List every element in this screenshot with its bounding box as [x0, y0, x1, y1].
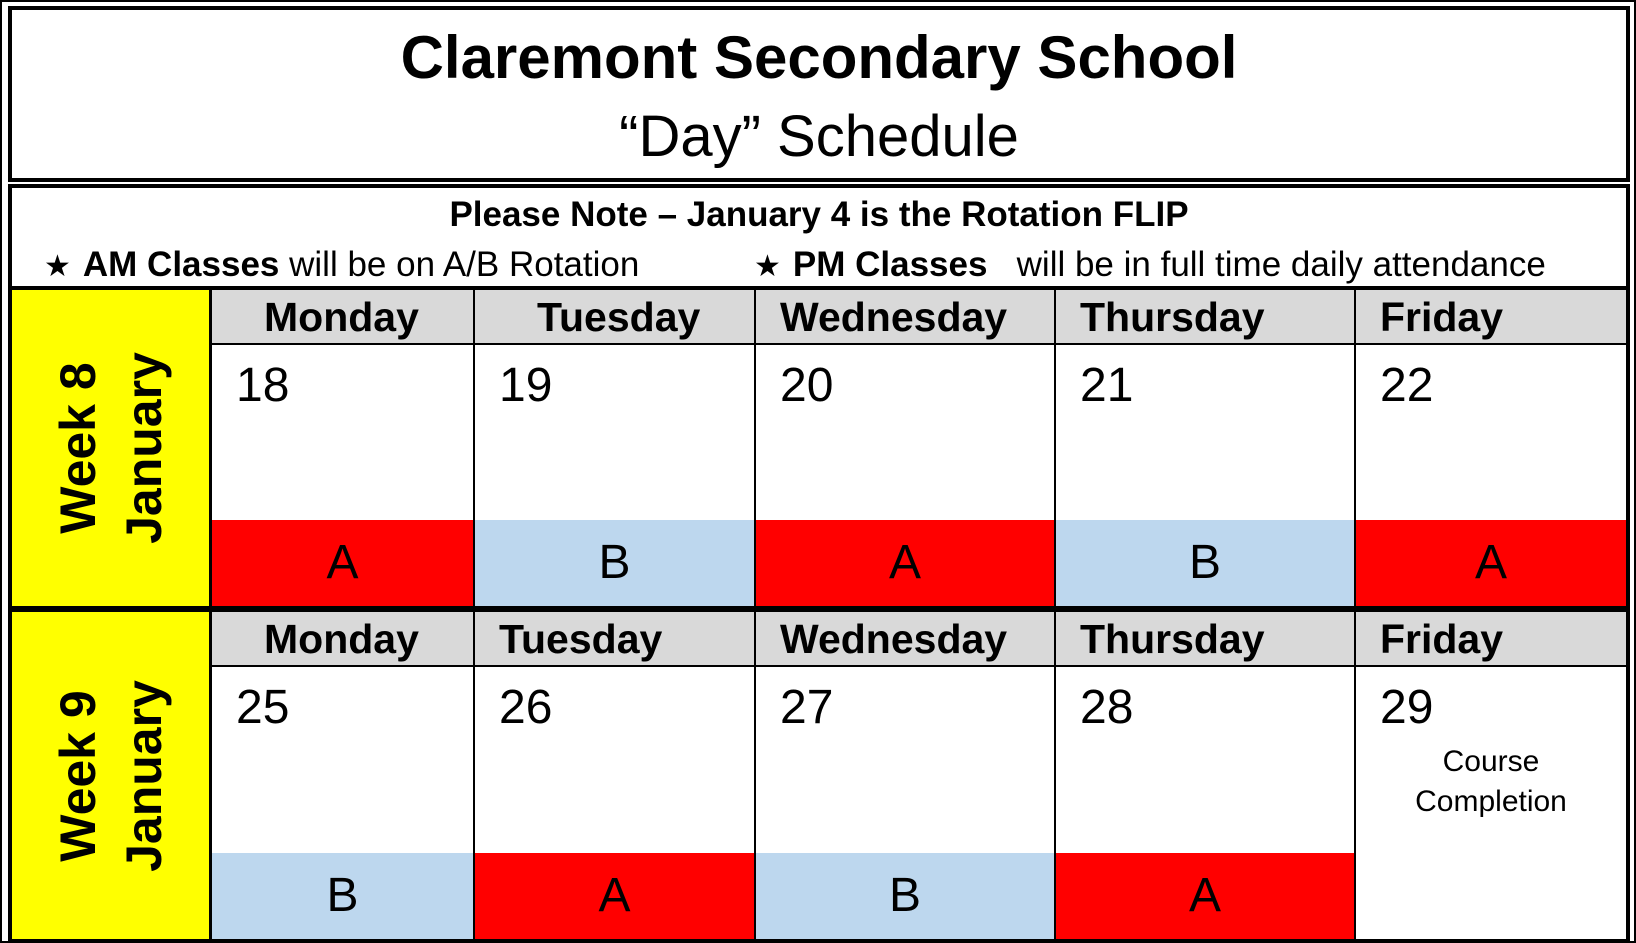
day-date: 19 [499, 359, 553, 412]
rotation-flip-note: Please Note – January 4 is the Rotation FLIP [449, 195, 1189, 234]
rotation-badge: A [1356, 520, 1626, 606]
day-cell [1056, 290, 1356, 606]
course-completion-line1: Course [1442, 745, 1540, 778]
day-name: Tuesday [475, 290, 754, 345]
week-label [12, 612, 212, 939]
day-cell [212, 290, 475, 606]
day-name: Wednesday [756, 612, 1054, 667]
star-icon: ★ [754, 249, 781, 284]
course-completion-note [1356, 742, 1626, 822]
rotation-badge: B [1056, 520, 1354, 606]
day-name: Tuesday [475, 612, 754, 667]
rotation-badge: B [212, 853, 473, 939]
schedule-name: “Day” Schedule [619, 104, 1019, 169]
note-box [8, 184, 1630, 292]
title-box [8, 6, 1630, 182]
pm-classes-note [754, 244, 1546, 288]
day-date: 20 [780, 359, 834, 412]
rotation-badge: A [212, 520, 473, 606]
day-cell [212, 612, 475, 939]
day-name: Thursday [1056, 290, 1354, 345]
day-name: Monday [212, 612, 473, 667]
day-date: 26 [499, 681, 553, 734]
day-date: 18 [236, 359, 290, 412]
day-name: Thursday [1056, 612, 1354, 667]
day-name: Friday [1356, 612, 1626, 667]
day-name: Monday [212, 290, 473, 345]
pm-classes-label: PM Classes [792, 245, 988, 284]
day-cell [1056, 612, 1356, 939]
week-label-text [45, 680, 177, 872]
school-name: Claremont Secondary School [400, 24, 1238, 91]
rotation-badge: A [475, 853, 754, 939]
rotation-badge: A [756, 520, 1054, 606]
day-date: 21 [1080, 359, 1134, 412]
am-classes-note [44, 244, 639, 288]
day-date: 25 [236, 681, 290, 734]
day-name: Wednesday [756, 290, 1054, 345]
day-cell [756, 612, 1056, 939]
day-cell [1356, 290, 1626, 606]
rotation-badge: B [475, 520, 754, 606]
am-classes-text: will be on A/B Rotation [279, 245, 640, 284]
day-date: 22 [1380, 359, 1434, 412]
week-number: Week 8 [49, 362, 106, 534]
week-month: January [115, 352, 172, 544]
week-label [12, 290, 212, 606]
day-date: 28 [1080, 681, 1134, 734]
course-completion-line2: Completion [1415, 785, 1567, 818]
week-label-text [45, 352, 177, 544]
day-cell [1356, 612, 1626, 939]
rotation-badge: A [1056, 853, 1354, 939]
day-date: 27 [780, 681, 834, 734]
week-number: Week 9 [49, 689, 106, 862]
day-cell [475, 612, 756, 939]
day-cell [475, 290, 756, 606]
rotation-badge: B [756, 853, 1054, 939]
day-name: Friday [1356, 290, 1626, 345]
day-cell [756, 290, 1056, 606]
week-block [8, 608, 1630, 943]
day-date: 29 [1380, 681, 1434, 734]
week-month: January [115, 679, 172, 872]
star-icon: ★ [44, 249, 71, 284]
am-classes-label: AM Classes [82, 245, 280, 284]
week-block [8, 286, 1630, 610]
pm-classes-text: will be in full time daily attendance [987, 245, 1546, 284]
